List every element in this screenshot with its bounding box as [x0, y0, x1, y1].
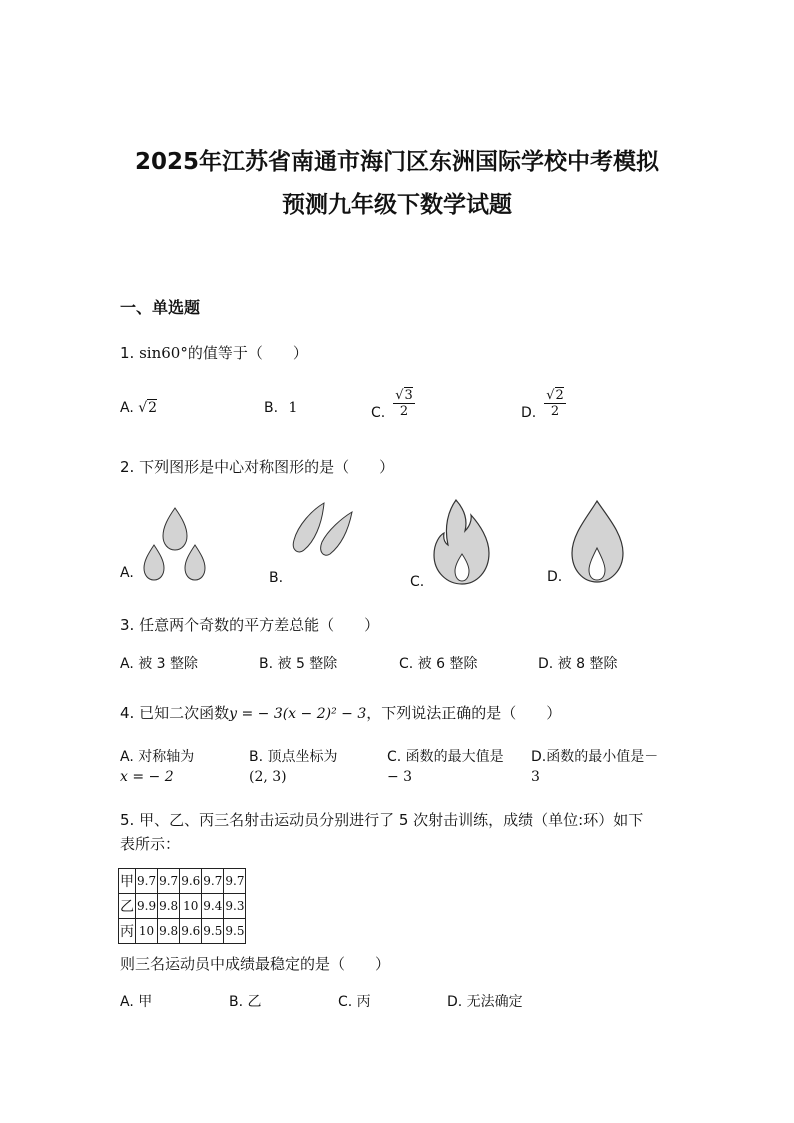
q5-option-b[interactable]: B. 乙	[229, 994, 262, 1010]
q2-figure-d-flame[interactable]	[568, 498, 628, 586]
question-1-stem	[120, 342, 308, 363]
question-4-stem	[120, 702, 561, 723]
question-5-stem-line2: 表所示：	[120, 835, 181, 853]
table-cell: 10	[180, 894, 202, 919]
option-label: C.	[371, 405, 386, 421]
question-2-stem: 2. 下列图形是中心对称图形的是（ ）	[120, 458, 395, 476]
table-cell: 9.7	[136, 869, 158, 894]
sqrt-expression: √2	[138, 400, 158, 416]
q1-number: 1.	[120, 344, 135, 362]
q1-option-a[interactable]	[120, 400, 157, 416]
radicand: 2	[555, 388, 564, 403]
q4-function: y = − 3(x − 2)² − 3	[229, 706, 367, 722]
q1-option-c[interactable]	[371, 388, 415, 419]
q2-option-c-label[interactable]: C.	[410, 574, 425, 590]
table-cell: 9.9	[136, 894, 158, 919]
table-cell: 丙	[119, 919, 136, 944]
table-cell: 9.4	[202, 894, 224, 919]
q5-option-d[interactable]: D. 无法确定	[447, 994, 523, 1010]
q4-option-b[interactable]	[249, 746, 338, 785]
q2-figure-c-flame[interactable]	[430, 497, 494, 587]
q2-option-a-label[interactable]: A.	[120, 565, 134, 581]
q4-option-c[interactable]	[387, 746, 504, 785]
q2-figure-a-drops[interactable]	[138, 505, 213, 583]
q4-suffix: ，下列说法正确的是（ ）	[366, 704, 562, 722]
option-text: A. 对称轴为	[120, 749, 195, 765]
option-label: B.	[264, 400, 279, 416]
score-table	[118, 868, 246, 944]
table-row	[119, 894, 246, 919]
option-math: − 3	[387, 769, 413, 785]
q3-option-a[interactable]: A. 被 3 整除	[120, 656, 199, 672]
q4-option-a[interactable]	[120, 746, 194, 785]
question-5-prompt: 则三名运动员中成绩最稳定的是（ ）	[120, 955, 391, 973]
table-cell: 9.6	[180, 919, 202, 944]
table-row	[119, 869, 246, 894]
q3-option-b[interactable]: B. 被 5 整除	[259, 656, 338, 672]
table-row	[119, 919, 246, 944]
q5-option-a[interactable]: A. 甲	[120, 994, 153, 1010]
fraction-numerator: √3	[395, 388, 413, 403]
q4-option-d[interactable]	[531, 746, 658, 785]
q3-option-c[interactable]: C. 被 6 整除	[399, 656, 478, 672]
radicand: 2	[148, 400, 158, 416]
option-text: D.函数的最小值是－	[531, 749, 659, 765]
question-3-stem: 3. 任意两个奇数的平方差总能（ ）	[120, 616, 380, 634]
q4-prefix: 4. 已知二次函数	[120, 704, 230, 722]
q2-option-b-label[interactable]: B.	[269, 570, 284, 586]
q1-option-b[interactable]	[264, 400, 297, 416]
q1-suffix: 的值等于（ ）	[187, 344, 308, 362]
option-math: x = − 2	[120, 769, 174, 785]
option-text: C. 函数的最大值是	[387, 749, 504, 765]
table-cell: 9.8	[158, 894, 180, 919]
section-header: 一、单选题	[120, 298, 201, 317]
q5-option-c[interactable]: C. 丙	[338, 994, 371, 1010]
table-cell: 9.7	[202, 869, 224, 894]
table-cell: 乙	[119, 894, 136, 919]
fraction-denominator: 2	[550, 404, 560, 419]
table-cell: 9.7	[224, 869, 246, 894]
q3-option-d[interactable]: D. 被 8 整除	[538, 656, 618, 672]
fraction-denominator: 2	[399, 404, 409, 419]
table-cell: 9.8	[158, 919, 180, 944]
table-cell: 9.3	[224, 894, 246, 919]
q2-figure-b-leaves[interactable]	[286, 500, 356, 562]
fraction-numerator: √2	[546, 388, 564, 403]
radicand: 3	[404, 388, 413, 403]
q1-math: sin60°	[139, 344, 188, 362]
table-cell: 9.6	[180, 869, 202, 894]
option-math: (2, 3)	[249, 769, 287, 785]
table-cell: 9.5	[224, 919, 246, 944]
fraction	[544, 388, 566, 419]
question-5-stem-line1: 5. 甲、乙、丙三名射击运动员分别进行了 5 次射击训练，成绩（单位:环）如下	[120, 811, 644, 829]
table-cell: 甲	[119, 869, 136, 894]
option-label: D.	[521, 405, 537, 421]
doc-title-line1: 2025年江苏省南通市海门区东洲国际学校中考模拟	[134, 149, 659, 175]
option-text: B. 顶点坐标为	[249, 749, 338, 765]
table-cell: 9.5	[202, 919, 224, 944]
q1-option-d[interactable]	[521, 388, 566, 419]
option-math: 3	[531, 769, 540, 785]
table-cell: 9.7	[158, 869, 180, 894]
doc-title-line2: 预测九年级下数学试题	[282, 192, 512, 218]
option-label: A.	[120, 400, 134, 416]
option-value: 1	[288, 400, 298, 416]
fraction	[393, 388, 415, 419]
table-cell: 10	[136, 919, 158, 944]
q2-option-d-label[interactable]: D.	[547, 569, 563, 585]
